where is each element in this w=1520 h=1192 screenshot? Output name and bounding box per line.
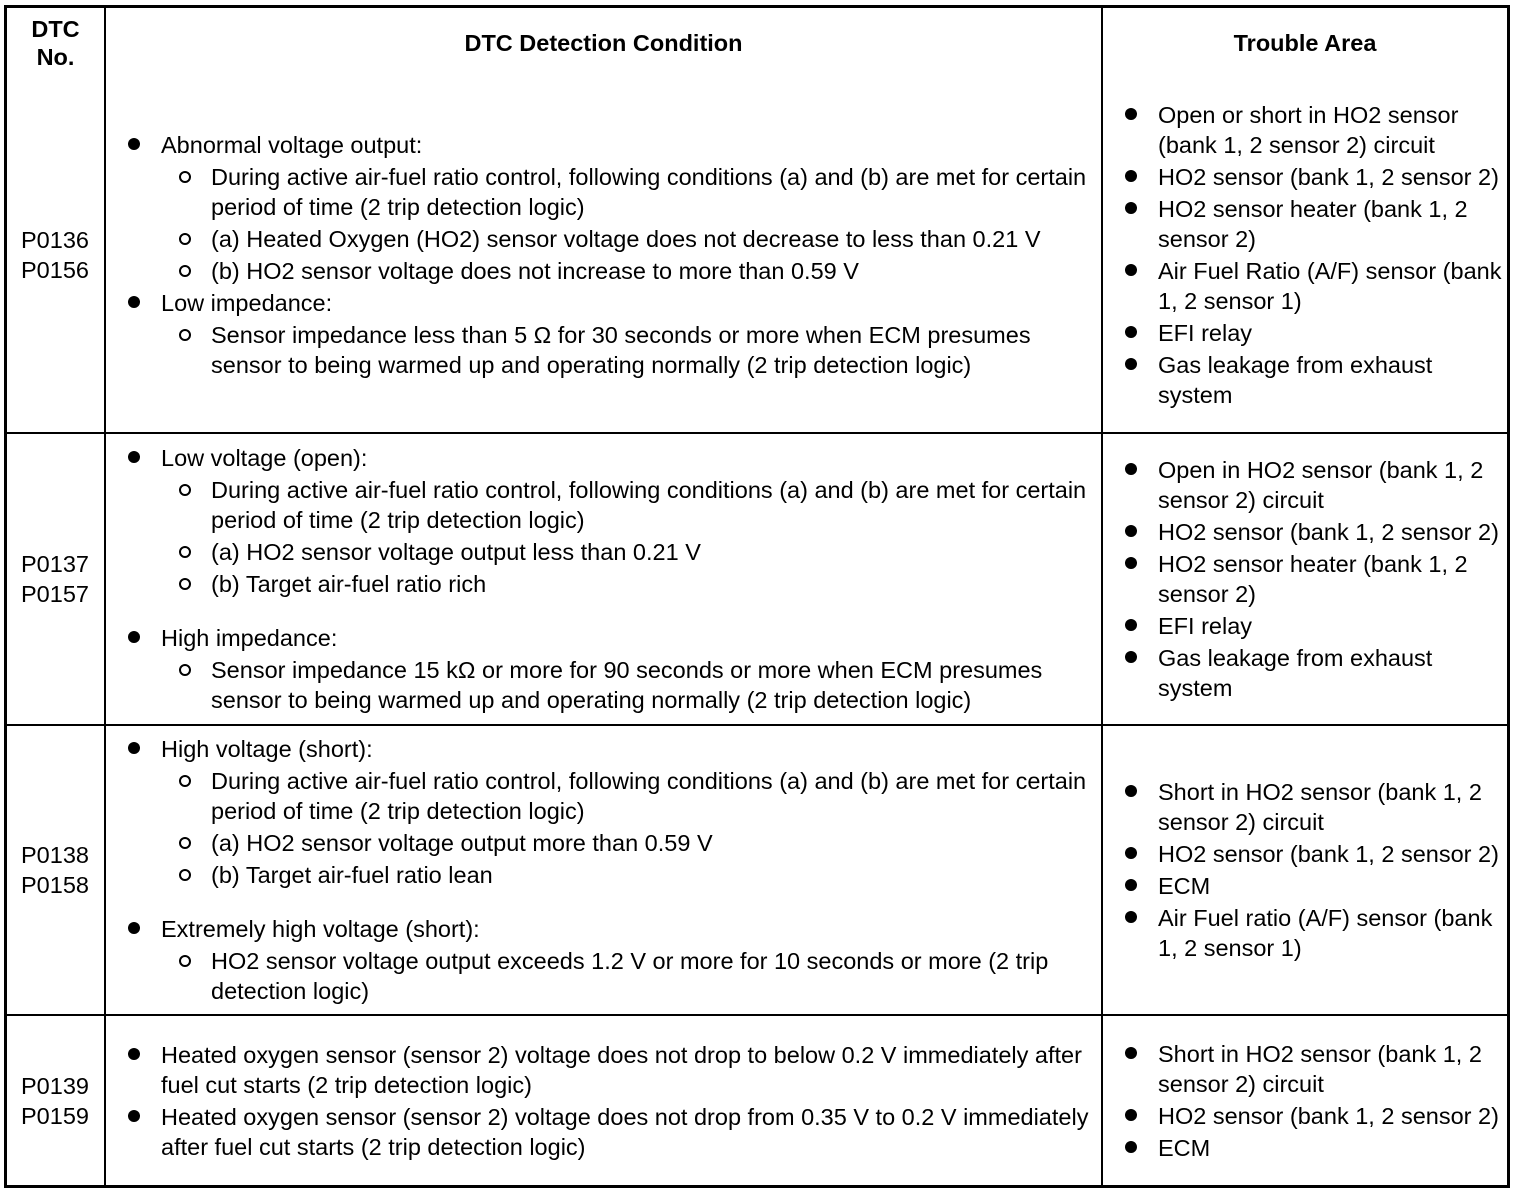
dtc-code: P0157 xyxy=(21,581,89,607)
trouble-area-cell xyxy=(1102,433,1507,725)
trouble-area-item: EFI relay xyxy=(1124,611,1503,641)
dtc-code-cell xyxy=(7,725,105,1015)
condition-subitem: Sensor impedance 15 kΩ or more for 90 seconds or more when ECM presumes sensor to being warmed up and operating normally (2 trip detection logic) xyxy=(161,655,1097,715)
condition-subitem: (a) HO2 sensor voltage output less than 0.21 V xyxy=(161,537,1097,567)
trouble-area-item: Short in HO2 sensor (bank 1, 2 sensor 2) circuit xyxy=(1124,1039,1503,1099)
dtc-code: P0158 xyxy=(21,872,89,898)
condition-subitem: (b) Target air-fuel ratio lean xyxy=(161,860,1097,890)
trouble-area-item: HO2 sensor heater (bank 1, 2 sensor 2) xyxy=(1124,194,1503,254)
trouble-area-cell xyxy=(1102,77,1507,433)
condition-subitem: During active air-fuel ratio control, following conditions (a) and (b) are met for certain period of time (2 trip detection logic) xyxy=(161,475,1097,535)
condition-text: Low voltage (open): xyxy=(161,445,368,471)
condition-subitem: Sensor impedance less than 5 Ω for 30 seconds or more when ECM presumes sensor to being warmed up and operating normally (2 trip detection logic) xyxy=(161,320,1097,380)
trouble-area-item: Gas leakage from exhaust system xyxy=(1124,350,1503,410)
table-row xyxy=(7,433,1507,725)
condition-subitem: (b) HO2 sensor voltage does not increase to more than 0.59 V xyxy=(161,256,1097,286)
condition-subitem: (a) HO2 sensor voltage output more than 0.59 V xyxy=(161,828,1097,858)
trouble-area-item: Open or short in HO2 sensor (bank 1, 2 sensor 2) circuit xyxy=(1124,100,1503,160)
dtc-code: P0139 xyxy=(21,1072,89,1099)
dtc-code-cell xyxy=(7,1015,105,1185)
header-trouble-area: Trouble Area xyxy=(1102,8,1507,77)
dtc-code: P0137 xyxy=(21,551,89,577)
condition-item xyxy=(127,288,1097,380)
trouble-area-item: HO2 sensor (bank 1, 2 sensor 2) xyxy=(1124,839,1503,869)
header-dtc-no-line2: No. xyxy=(36,43,75,70)
condition-cell xyxy=(105,433,1102,725)
condition-subitem: (b) Target air-fuel ratio rich xyxy=(161,569,1097,599)
dtc-code: P0136 xyxy=(21,226,89,253)
trouble-area-item: EFI relay xyxy=(1124,318,1503,348)
trouble-area-item: ECM xyxy=(1124,871,1503,901)
dtc-code-cell xyxy=(7,77,105,433)
condition-cell xyxy=(105,1015,1102,1185)
condition-item: Heated oxygen sensor (sensor 2) voltage does not drop from 0.35 V to 0.2 V immediately after fuel cut starts (2 trip detection logic) xyxy=(127,1102,1097,1162)
dtc-code-cell xyxy=(7,433,105,725)
condition-cell xyxy=(105,725,1102,1015)
dtc-table xyxy=(7,8,1507,1185)
trouble-area-item: HO2 sensor heater (bank 1, 2 sensor 2) xyxy=(1124,549,1503,609)
condition-text: High impedance: xyxy=(161,625,338,651)
condition-text: Low impedance: xyxy=(161,289,333,316)
trouble-area-item: HO2 sensor (bank 1, 2 sensor 2) xyxy=(1124,517,1503,547)
condition-item xyxy=(127,914,1097,1006)
trouble-area-item: ECM xyxy=(1124,1133,1503,1163)
condition-subitem: HO2 sensor voltage output exceeds 1.2 V or more for 10 seconds or more (2 trip detection logic) xyxy=(161,946,1097,1006)
header-dtc-no-line1: DTC xyxy=(31,15,80,42)
condition-item xyxy=(127,443,1097,599)
dtc-table-frame xyxy=(4,5,1510,1188)
condition-subitem: During active air-fuel ratio control, following conditions (a) and (b) are met for certain period of time (2 trip detection logic) xyxy=(161,766,1097,826)
header-dtc-no xyxy=(7,8,105,77)
table-row xyxy=(7,725,1507,1015)
trouble-area-item: HO2 sensor (bank 1, 2 sensor 2) xyxy=(1124,1101,1503,1131)
condition-text: High voltage (short): xyxy=(161,736,373,762)
table-row xyxy=(7,1015,1507,1185)
condition-cell xyxy=(105,77,1102,433)
table-row xyxy=(7,77,1507,433)
condition-item xyxy=(127,130,1097,286)
condition-item xyxy=(127,623,1097,715)
dtc-code: P0159 xyxy=(21,1102,89,1129)
trouble-area-cell xyxy=(1102,725,1507,1015)
trouble-area-item: Air Fuel Ratio (A/F) sensor (bank 1, 2 sensor 1) xyxy=(1124,256,1503,316)
trouble-area-item: Gas leakage from exhaust system xyxy=(1124,643,1503,703)
trouble-area-item: HO2 sensor (bank 1, 2 sensor 2) xyxy=(1124,162,1503,192)
condition-item: Heated oxygen sensor (sensor 2) voltage does not drop to below 0.2 V immediately after fuel cut starts (2 trip detection logic) xyxy=(127,1040,1097,1100)
trouble-area-item: Open in HO2 sensor (bank 1, 2 sensor 2) circuit xyxy=(1124,455,1503,515)
dtc-code: P0138 xyxy=(21,842,89,868)
condition-text: Abnormal voltage output: xyxy=(161,131,423,158)
condition-item xyxy=(127,734,1097,890)
header-condition: DTC Detection Condition xyxy=(105,8,1102,77)
trouble-area-cell xyxy=(1102,1015,1507,1185)
condition-text: Extremely high voltage (short): xyxy=(161,916,480,942)
trouble-area-item: Air Fuel ratio (A/F) sensor (bank 1, 2 sensor 1) xyxy=(1124,903,1503,963)
trouble-area-item: Short in HO2 sensor (bank 1, 2 sensor 2) circuit xyxy=(1124,777,1503,837)
dtc-code: P0156 xyxy=(21,256,89,283)
condition-subitem: (a) Heated Oxygen (HO2) sensor voltage does not decrease to less than 0.21 V xyxy=(161,224,1097,254)
header-row xyxy=(7,8,1507,77)
condition-subitem: During active air-fuel ratio control, following conditions (a) and (b) are met for certain period of time (2 trip detection logic) xyxy=(161,162,1097,222)
